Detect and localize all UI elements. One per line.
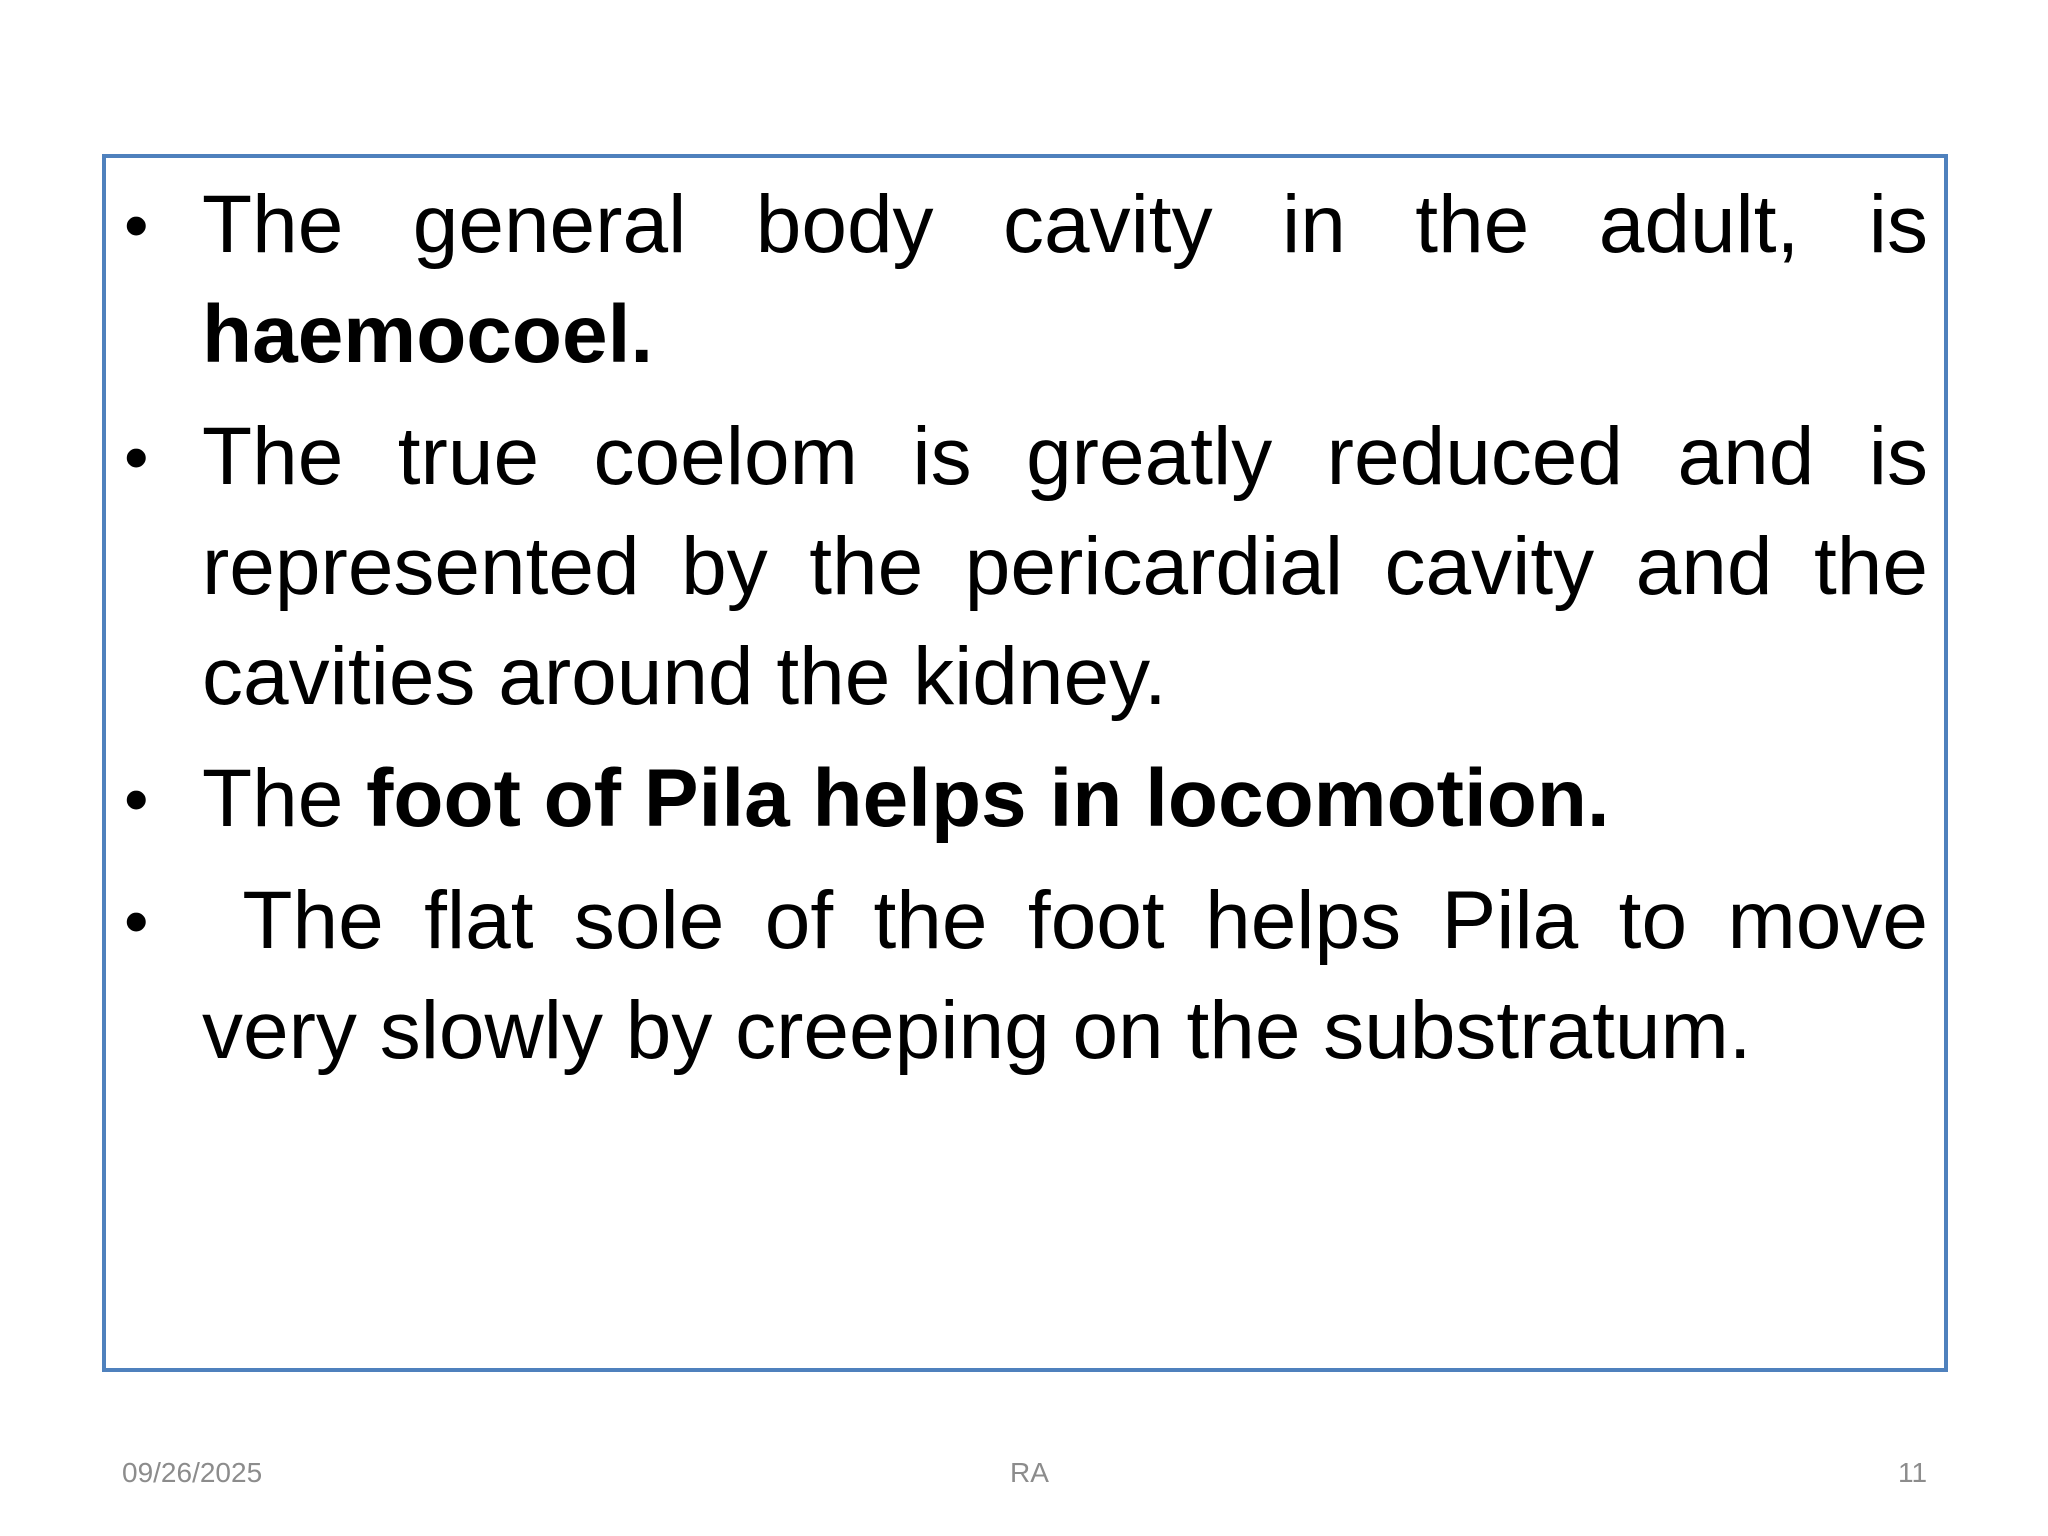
bullet-3-bold-text: foot of Pila helps in locomotion. [366,753,1610,844]
bullet-list [118,170,1951,1098]
bullet-item-1 [118,170,1928,390]
bullet-item-3 [118,744,1928,854]
bullet-item-2 [118,402,1928,732]
bullet-icon: • [124,418,149,496]
footer-page-number: 11 [1898,1457,1928,1488]
footer-author: RA [1010,1457,1049,1488]
bullet-1-bold-text: haemocoel. [202,289,654,380]
bullet-item-4 [118,866,1951,1086]
bullet-icon: • [124,882,149,960]
bullet-3-text: The [202,753,367,844]
bullet-icon: • [124,186,149,264]
footer-date: 09/26/2025 [122,1457,263,1488]
bullet-icon: • [124,760,149,838]
bullet-1-text: The general body cavity in the adult, is [202,179,1928,270]
bullet-4-text: The flat sole of the foot helps Pila to move very slowly by creeping on the substratum. [202,875,1951,1076]
bullet-2-text: The true coelom is greatly reduced and is represented by the pericardial cavity and the cavities around the kidney. [202,411,1928,722]
